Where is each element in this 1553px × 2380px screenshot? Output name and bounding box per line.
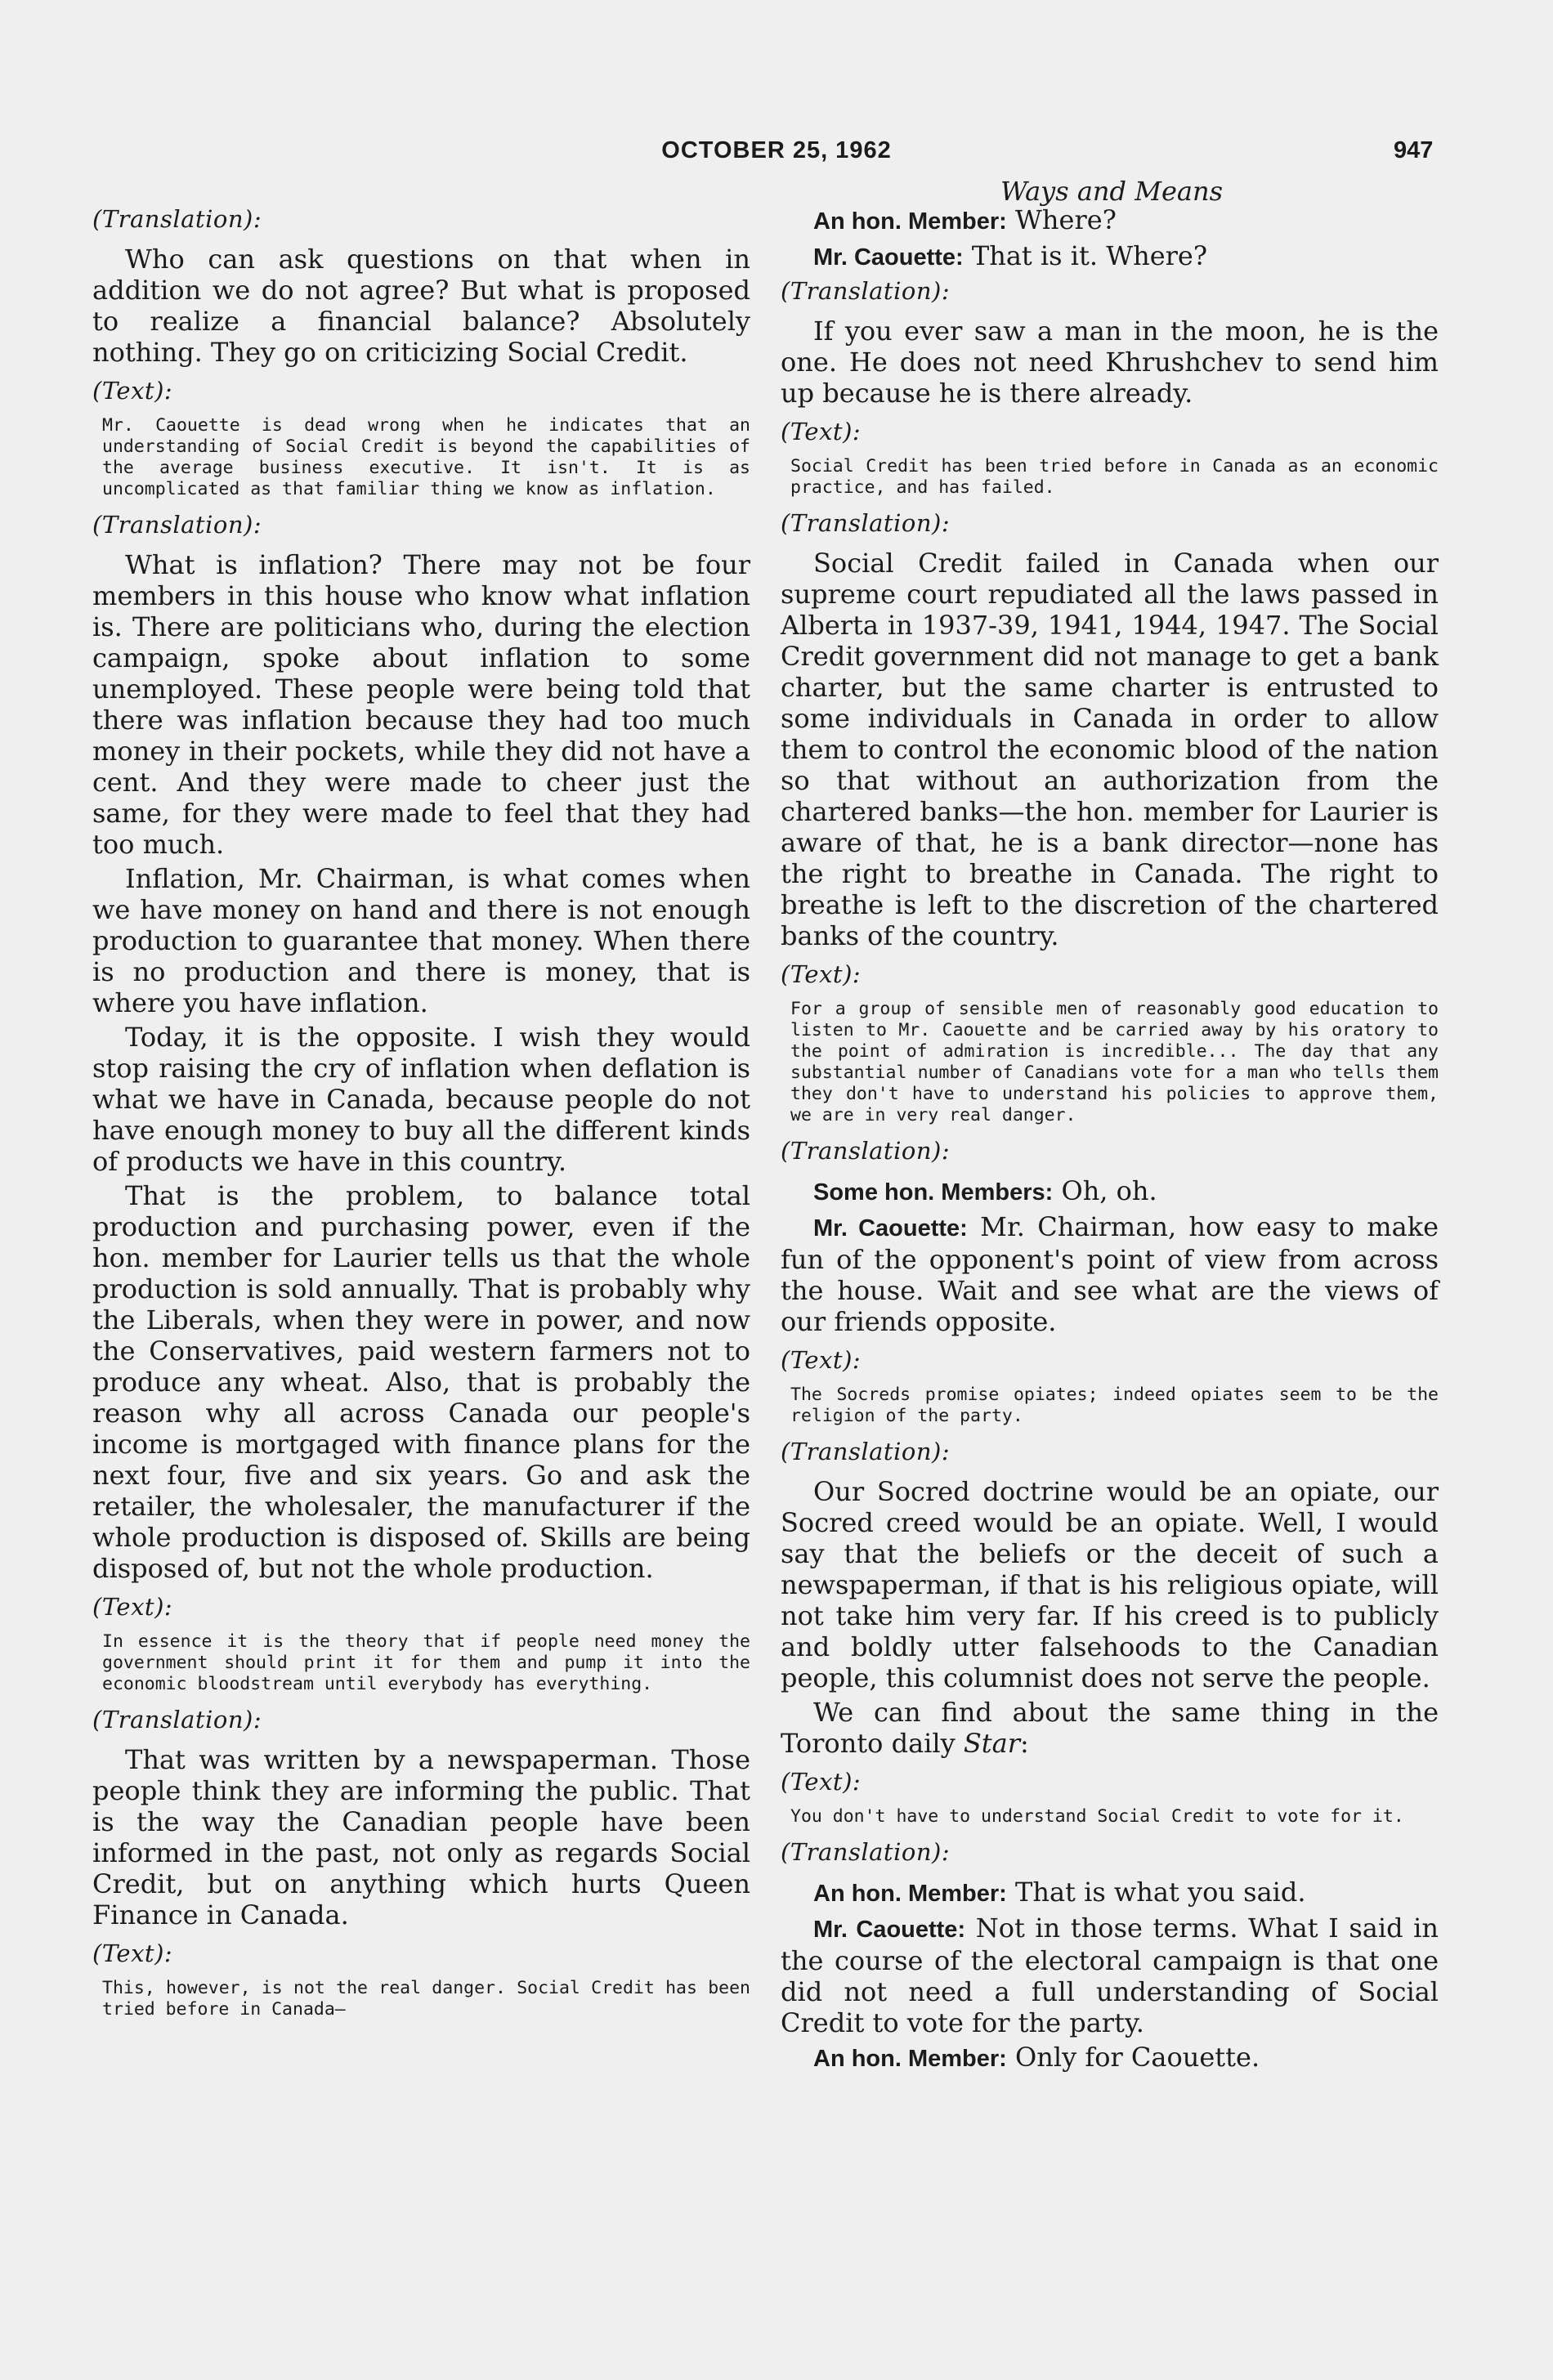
text-label: (Text): <box>781 1346 862 1374</box>
speaker-name: Mr. Caouette: <box>813 1215 968 1241</box>
speech-text: Not in those terms. What I said in the course of the electoral campaign is that one did not need a full understanding of Social Credit to vote for the party. <box>781 1912 1439 2038</box>
speech <box>781 1912 1439 2038</box>
text-label: (Text): <box>781 418 862 445</box>
section-title: Ways and Means <box>1000 176 1223 207</box>
paragraph: That was written by a newspaperman. Those people think they are informing the public. That is the way the Canadian people have been informed in the past, not only as regards Social Credit, but on anything which hurts Queen Finance in Canada. <box>92 1744 750 1930</box>
speech <box>781 240 1439 273</box>
translation-label: (Translation): <box>92 1706 262 1734</box>
speech-text: Oh, oh. <box>1061 1175 1157 1206</box>
paragraph: Who can ask questions on that when in addition we do not agree? But what is proposed to realize a financial balance? Absolutely nothing. They go on criticizing Social Credit. <box>92 244 750 368</box>
speech-text: Mr. Chairman, how easy to make fun of the opponent's point of view from across the house. Wait and see what are the views of our friends opposite. <box>781 1211 1439 1337</box>
translation-label: (Translation): <box>781 1438 951 1465</box>
page-number: 947 <box>1394 137 1434 163</box>
translation-label: (Translation): <box>781 277 951 305</box>
speaker-name: Mr. Caouette: <box>813 1917 966 1943</box>
speaker-name: An hon. Member: <box>813 1881 1007 1907</box>
paragraph: That is the problem, to balance total production and purchasing power, even if the hon. member for Laurier tells us that the whole production is sold annually. That is probably why the Liberals, when they were in power, and now the Conservatives, paid western farmers not to produce any wheat. Also, that is probably the reason why all across Canada our people's income is mortgaged with finance plans for the next four, five and six years. Go and ask the retailer, the wholesaler, the manufacturer if the whole production is disposed of. Skills are being disposed of, but not the whole production. <box>92 1180 750 1584</box>
speaker-name: Mr. Caouette: <box>813 244 964 271</box>
page-date: OCTOBER 25, 1962 <box>661 137 892 163</box>
paragraph-text: We can find about the same thing in the Toronto daily <box>781 1697 1439 1759</box>
quoted-text: The Socreds promise opiates; indeed opiates seem to be the religion of the party. <box>790 1385 1439 1426</box>
quoted-text: In essence it is the theory that if people need money the government should print it for them and pump it into the economic bloodstream until everybody has everything. <box>102 1631 750 1694</box>
quoted-text: Social Credit has been tried before in Canada as an economic practice, and has failed. <box>790 456 1439 498</box>
quoted-text: For a group of sensible men of reasonably good education to listen to Mr. Caouette and be carried away by his oratory to the point of admiration is incredible... The day that any substantial number of Canadians vote for a man who tells them they don't have to understand his policies to approve them, we are in very real danger. <box>790 999 1439 1125</box>
paragraph: Our Socred doctrine would be an opiate, our Socred creed would be an opiate. Well, I would say that the beliefs or the deceit of such a newspaperman, if that is his religious opiate, will not take him very far. If his creed is to publicly and boldly utter falsehoods to the Canadian people, this columnist does not serve the people. <box>781 1476 1439 1693</box>
newspaper-name: Star <box>963 1728 1021 1759</box>
paragraph: Inflation, Mr. Chairman, is what comes when we have money on hand and there is not enough production to guarantee that money. When there is no production and there is money, that is where you have inflation. <box>92 863 750 1018</box>
paragraph: Social Credit failed in Canada when our supreme court repudiated all the laws passed in Alberta in 1937-39, 1941, 1944, 1947. The Social Credit government did not manage to get a bank charter, but the same charter is entrusted to some individuals in Canada in order to allow them to control the economic blood of the nation so that without an authorization from the chartered banks—the hon. member for Laurier is aware of that, he is a bank director—none has the right to breathe in Canada. The right to breathe is left to the discretion of the chartered banks of the country. <box>781 548 1439 951</box>
text-label: (Text): <box>92 1593 173 1621</box>
speech-text: That is what you said. <box>1015 1877 1306 1908</box>
text-label: (Text): <box>781 960 862 988</box>
translation-label: (Translation): <box>781 1137 951 1165</box>
speech <box>781 1877 1439 1909</box>
speech-text: Where? <box>1015 204 1117 235</box>
speaker-name: An hon. Member: <box>813 208 1007 235</box>
text-label: (Text): <box>781 1768 862 1796</box>
right-column <box>781 204 1439 2078</box>
speech <box>781 1211 1439 1337</box>
speech <box>781 2042 1439 2074</box>
speaker-name: An hon. Member: <box>813 2046 1007 2072</box>
quoted-text: Mr. Caouette is dead wrong when he indicates that an understanding of Social Credit is beyond the capabilities of the average business executive. It isn't. It is as uncomplicated as that familiar thing we know as inflation. <box>102 415 750 499</box>
paragraph: If you ever saw a man in the moon, he is the one. He does not need Khrushchev to send him up because he is there already. <box>781 315 1439 409</box>
translation-label: (Translation): <box>92 511 262 539</box>
text-label: (Text): <box>92 377 173 405</box>
translation-label: (Translation): <box>781 1838 951 1866</box>
paragraph: What is inflation? There may not be four members in this house who know what inflation is. There are politicians who, during the election campaign, spoke about inflation to some unemployed. These people were being told that there was inflation because they had too much money in their pockets, while they did not have a cent. And they were made to cheer just the same, for they were made to feel that they had too much. <box>92 549 750 860</box>
quoted-text: You don't have to understand Social Credit to vote for it. <box>790 1806 1404 1827</box>
speech <box>781 204 1439 237</box>
speech <box>781 1175 1439 1208</box>
paragraph-punct: : <box>1020 1728 1029 1759</box>
translation-label: (Translation): <box>781 509 951 537</box>
left-column <box>92 204 750 2030</box>
translation-label: (Translation): <box>92 205 262 233</box>
text-label: (Text): <box>92 1939 173 1967</box>
speaker-name: Some hon. Members: <box>813 1179 1054 1206</box>
speech-text: That is it. Where? <box>971 240 1208 271</box>
paragraph <box>781 1697 1439 1759</box>
quoted-text: This, however, is not the real danger. Social Credit has been tried before in Canada— <box>102 1978 750 2020</box>
speech-text: Only for Caouette. <box>1015 2042 1260 2073</box>
paragraph: Today, it is the opposite. I wish they would stop raising the cry of inflation when deflation is what we have in Canada, because people do not have enough money to buy all the different kinds of products we have in this country. <box>92 1022 750 1177</box>
